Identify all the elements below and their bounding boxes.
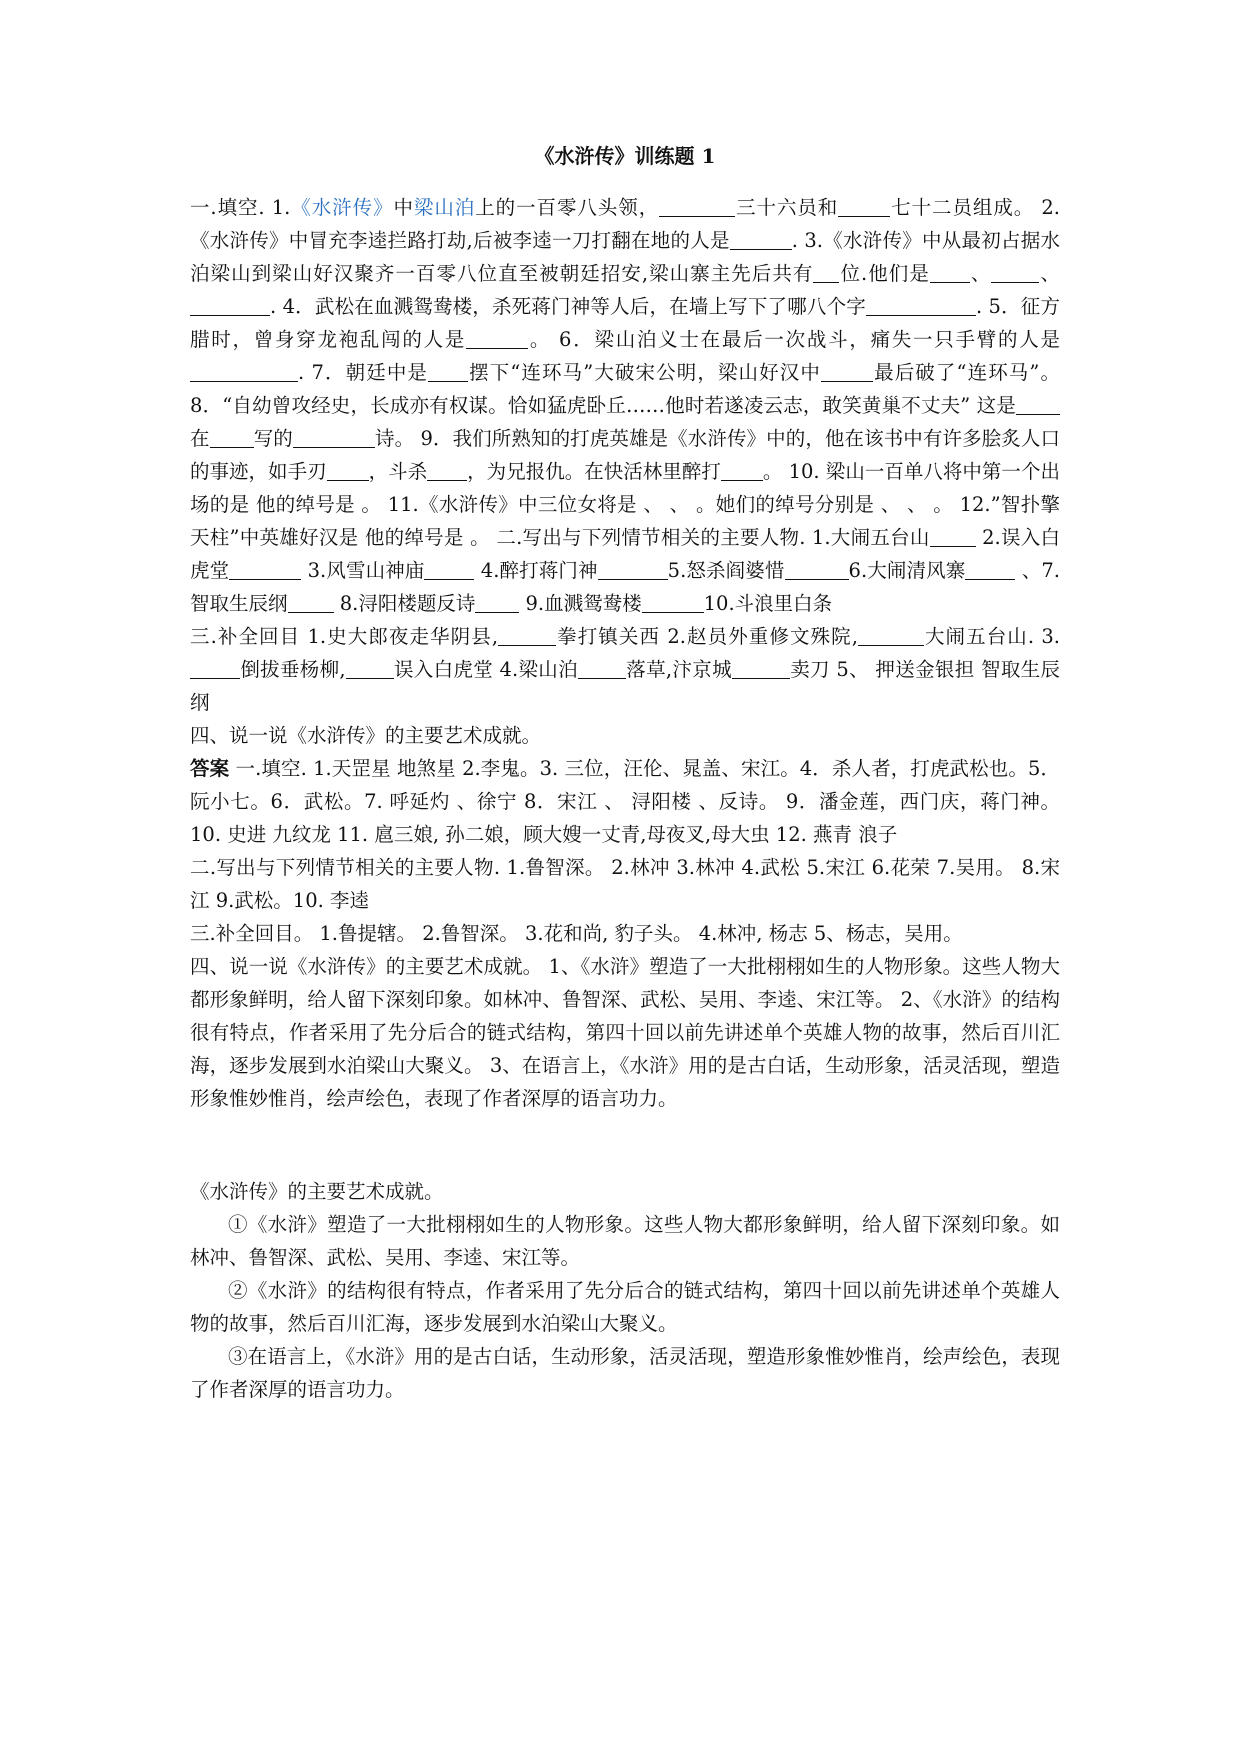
- blank: [965, 559, 1015, 580]
- summary-heading: 《水浒传》的主要艺术成就。: [190, 1180, 444, 1203]
- blank: [821, 361, 873, 382]
- blank: [578, 658, 626, 679]
- blank: [466, 328, 528, 349]
- section-art-question: 四、说一说《水浒传》的主要艺术成就。: [190, 724, 542, 747]
- q3-text: 大闹五台山. 3.: [923, 625, 1060, 648]
- answer-label: 答案: [190, 757, 230, 780]
- blank: [424, 559, 474, 580]
- blank: [427, 460, 467, 481]
- blank: [190, 361, 298, 382]
- q1-text: 6.大闹清风寨: [848, 559, 966, 582]
- q3-text: 倒拔垂杨柳,: [240, 658, 346, 681]
- answer-characters: 二.写出与下列情节相关的主要人物. 1.鲁智深。 2.林冲 3.林冲 4.武松 5.宋江 6.花荣 7.吴用。 8.宋江 9.武松。10. 李逵: [190, 856, 1060, 912]
- blank: [785, 559, 849, 580]
- blank: [838, 196, 890, 217]
- section-complete-titles: [190, 620, 1060, 719]
- shuihu-link[interactable]: 《水浒传》: [290, 196, 394, 219]
- q1-text: 4.醉打蒋门神: [474, 559, 598, 582]
- liangshanpo-link[interactable]: 梁山泊: [413, 196, 476, 219]
- blank: [659, 196, 735, 217]
- blank: [210, 427, 254, 448]
- blank: [428, 361, 468, 382]
- q1-text: 一.填空. 1.: [190, 196, 291, 219]
- q1-text: 七十二员组成。 2. 《水浒传》中冒充李逵拦路打劫,后被李逵一刀打翻在地的人是: [190, 196, 1060, 252]
- summary-point-3: ③在语言上，《水浒》用的是古白话，生动形象，活灵活现，塑造形象惟妙惟肖，绘声绘色，表现了作者深厚的语言功力。: [190, 1345, 1060, 1401]
- q1-text: 3.风雪山神庙: [301, 559, 425, 582]
- blank: [288, 592, 334, 613]
- blank: [498, 625, 556, 646]
- q3-text: 三.补全回目 1.史大郎夜走华阴县,: [190, 625, 499, 648]
- blank: [475, 592, 519, 613]
- blank: [730, 229, 792, 250]
- section-fill-in: [190, 191, 1060, 620]
- answer-titles: 三.补全回目。 1.鲁提辖。 2.鲁智深。 3.花和尚, 豹子头。 4.林冲, 杨志 5、杨志，吴用。: [190, 922, 963, 945]
- blank: [866, 295, 976, 316]
- blank: [642, 592, 704, 613]
- blank: [930, 262, 970, 283]
- q1-text: 、: [969, 262, 992, 285]
- blank: [229, 559, 301, 580]
- spacer: [190, 1115, 1060, 1175]
- blank: [293, 427, 375, 448]
- summary-point-1: ①《水浒》塑造了一大批栩栩如生的人物形象。这些人物大都形象鲜明，给人留下深刻印象。如林冲、鲁智深、武松、吴用、李逵、宋江等。: [190, 1213, 1060, 1269]
- blank: [190, 658, 240, 679]
- blank: [858, 625, 924, 646]
- blank: [327, 460, 369, 481]
- q1-text: 。 10. 梁山一百单八将中第一个出场的是 他的绰号是 。 11.《水浒传》中三位女将是 、 、 。她们的绰号分别是 、 、 。 12.”智扑擎天柱”中英雄好汉是 他的绰号是 。 二.写出与下列情节相关的主要人物. 1.大闹五台山: [190, 460, 1060, 549]
- q1-text: 8.浔阳楼题反诗: [333, 592, 476, 615]
- blank: [598, 559, 668, 580]
- q1-text: 位.他们是: [839, 262, 930, 285]
- q1-text: . 5．征方腊时，曾身穿龙袍乱闯的人是: [190, 295, 1060, 351]
- answer-section: [190, 752, 1060, 851]
- blank: [813, 262, 839, 283]
- answer-art: 四、说一说《水浒传》的主要艺术成就。 1、《水浒》塑造了一大批栩栩如生的人物形象。这些人物大都形象鲜明，给人留下深刻印象。如林冲、鲁智深、武松、吴用、李逵、宋江等。 2、《水浒》的结构很有特点，作者采用了先分后合的链式结构，第四十回以前先讲述单个英雄人物的故事，然后百川汇海，逐步发展到水泊梁山大聚义。 3、在语言上，《水浒》用的是古白话，生动形象，活灵活现，塑造形象惟妙惟肖，绘声绘色，表现了作者深厚的语言功力。: [190, 955, 1060, 1110]
- q1-text: 5.怒杀阎婆惜: [667, 559, 785, 582]
- q3-text: 卖刀 5、 押送金银担 智取生辰纲: [190, 658, 1060, 714]
- q1-text: ，为兄报仇。在快活林里醉打: [467, 460, 721, 483]
- document-page: [190, 140, 1060, 1406]
- q1-text: 三十六员和: [735, 196, 839, 219]
- blank: [930, 526, 976, 547]
- q1-text: 写的: [253, 427, 293, 450]
- blank: [1016, 394, 1060, 415]
- q1-text: 。 6．梁山泊义士在最后一次战斗，痛失一只手臂的人是: [528, 328, 1060, 351]
- q1-text: 中: [393, 196, 414, 219]
- q1-text: ，斗杀: [368, 460, 428, 483]
- document-title: 《水浒传》训练题 1: [534, 144, 716, 168]
- q1-text: 上的一百零八头领，: [475, 196, 660, 219]
- blank: [190, 295, 270, 316]
- q3-text: 拳打镇关西 2.赵员外重修文殊院,: [556, 625, 858, 648]
- q3-text: 落草,汴京城: [625, 658, 732, 681]
- q1-text: . 3.《水浒传》中从最初占据水泊梁山到梁山好汉聚齐一百零八位直至被朝廷招安,梁山寨主先后共有: [190, 229, 1060, 285]
- q1-text: 9.血溅鸳鸯楼: [519, 592, 642, 615]
- q1-text: . 4．武松在血溅鸳鸯楼，杀死蒋门神等人后，在墙上写下了哪八个字: [270, 295, 866, 318]
- summary-point-2: ②《水浒》的结构很有特点，作者采用了先分后合的链式结构，第四十回以前先讲述单个英雄人物的故事，然后百川汇海，逐步发展到水泊梁山大聚义。: [190, 1279, 1060, 1335]
- q1-text: 在: [190, 427, 210, 450]
- q1-text: 诗。 9．我们所熟知的打虎英雄是《水浒传》中的，他在该书中有许多脍炙人口的事迹，如手刃: [190, 427, 1060, 483]
- blank: [721, 460, 763, 481]
- blank: [732, 658, 790, 679]
- q1-text: 10.斗浪里白条: [703, 592, 833, 615]
- q3-text: 误入白虎堂 4.梁山泊: [393, 658, 578, 681]
- q1-text: 2.误入白虎堂: [190, 526, 1061, 582]
- blank: [991, 262, 1039, 283]
- answer-text: 一.填空. 1.天罡星 地煞星 2.李鬼。3. 三位，汪伦、晁盖、宋江。4．杀人者，打虎武松也。5．阮小七。6．武松。7. 呼延灼 、徐宁 8．宋江 、 浔阳楼 、反诗。 9．潘金莲，西门庆，蒋门神。10. 史进 九纹龙 11. 扈三娘, 孙二娘，顾大嫂一丈青,母夜叉,母大虫 12. 燕青 浪子: [190, 757, 1060, 846]
- q1-text: 最后破了“连环马”。 8．“自幼曾攻经史，长成亦有权谋。恰如猛虎卧丘……他时若遂凌云志，敢笑黄巢不丈夫” 这是: [190, 361, 1060, 417]
- q1-text: . 7．朝廷中是: [298, 361, 429, 384]
- q1-text: 摆下“连环马”大破宋公明，梁山好汉中: [468, 361, 821, 384]
- blank: [346, 658, 394, 679]
- q1-text: 、7.智取生辰纲: [190, 559, 1060, 615]
- q1-text: 、: [1039, 262, 1060, 285]
